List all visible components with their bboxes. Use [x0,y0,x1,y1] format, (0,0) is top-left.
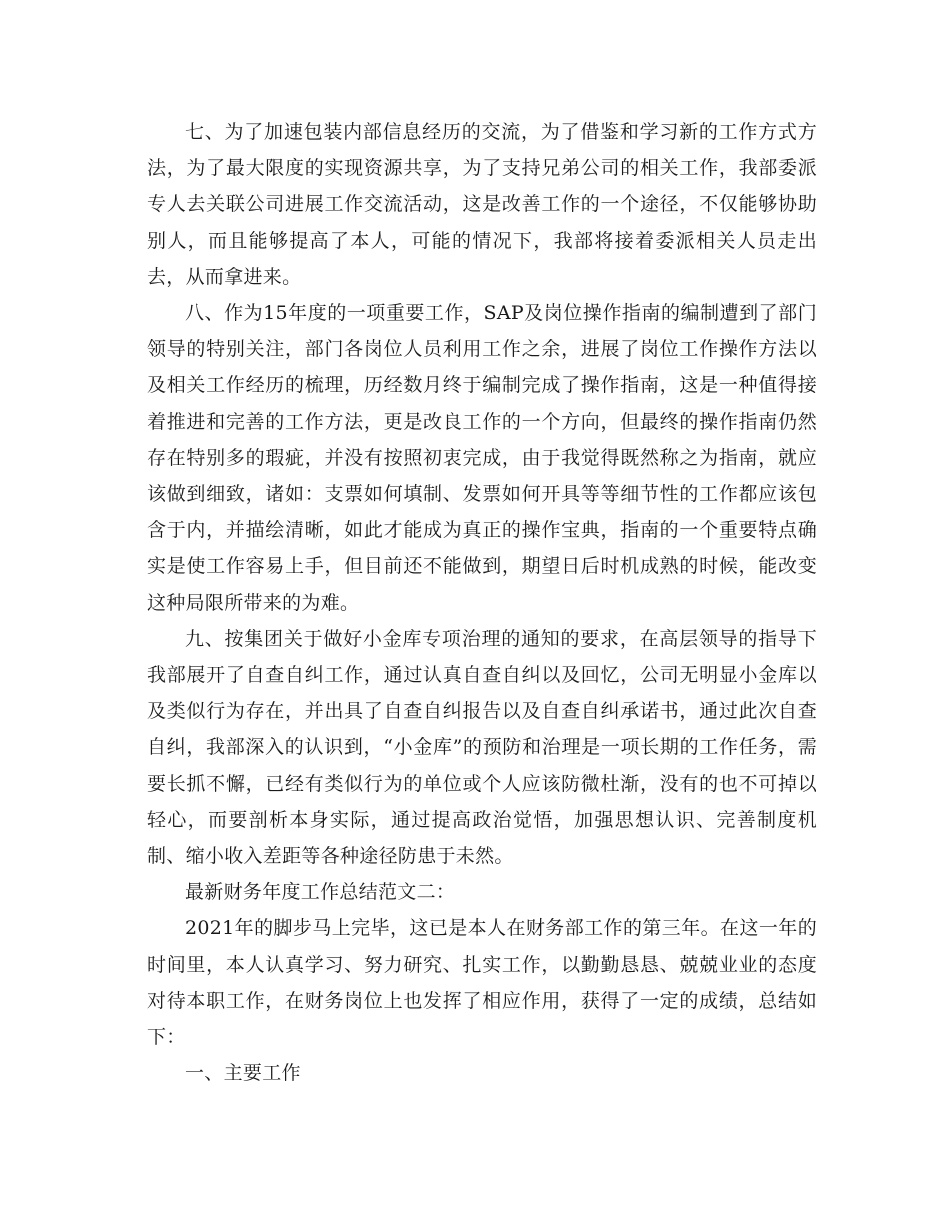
sample-two-heading: 最新财务年度工作总结范文二： [185,881,456,904]
main-work-heading: 一、主要工作 [185,1062,301,1085]
paragraph-intro-2021: 2021年的脚步马上完毕，这已是本人在财务部工作的第三年。在这一年的时间里，本人认真学习、努力研究、扎实工作，以勤勤恳恳、兢兢业业的态度对待本职工作，在财务岗位上也发挥了相应作用，获得了一定的成绩，总结如下： [147,917,817,1049]
paragraph-section-seven: 七、为了加速包装内部信息经历的交流，为了借鉴和学习新的工作方式方法，为了最大限度的实现资源共享，为了支持兄弟公司的相关工作，我部委派专人去关联公司进展工作交流活动，这是改善工作的一个途径，不仅能够协助别人，而且能够提高了本人，可能的情况下，我部将接着委派相关人员走出去，从而拿进来。 [147,121,817,288]
paragraph-section-nine: 九、按集团关于做好小金库专项治理的通知的要求，在高层领导的指导下我部展开了自查自纠工作，通过认真自查自纠以及回忆，公司无明显小金库以及类似行为存在，并出具了自查自纠报告以及自查自纠承诺书，通过此次自查自纠，我部深入的认识到，“小金库”的预防和治理是一项长期的工作任务，需要长抓不懈，已经有类似行为的单位或个人应该防微杜渐，没有的也不可掉以轻心，而要剖析本身实际，通过提高政治觉悟，加强思想认识、完善制度机制、缩小收入差距等各种途径防患于未然。 [147,627,817,868]
document-body [147,114,817,1091]
paragraph-section-eight: 八、作为15年度的一项重要工作，SAP及岗位操作指南的编制遭到了部门领导的特别关注，部门各岗位人员利用工作之余，进展了岗位工作操作方法以及相关工作经历的梳理，历经数月终于编制完成了操作指南，这是一种值得接着推进和完善的工作方法，更是改良工作的一个方向，但最终的操作指南仍然存在特别多的瑕疵，并没有按照初衷完成，由于我觉得既然称之为指南，就应该做到细致，诸如：支票如何填制、发票如何开具等等细节性的工作都应该包含于内，并描绘清晰，如此才能成为真正的操作宝典，指南的一个重要特点确实是使工作容易上手，但目前还不能做到，期望日后时机成熟的时候，能改变这种局限所带来的为难。 [147,302,817,614]
